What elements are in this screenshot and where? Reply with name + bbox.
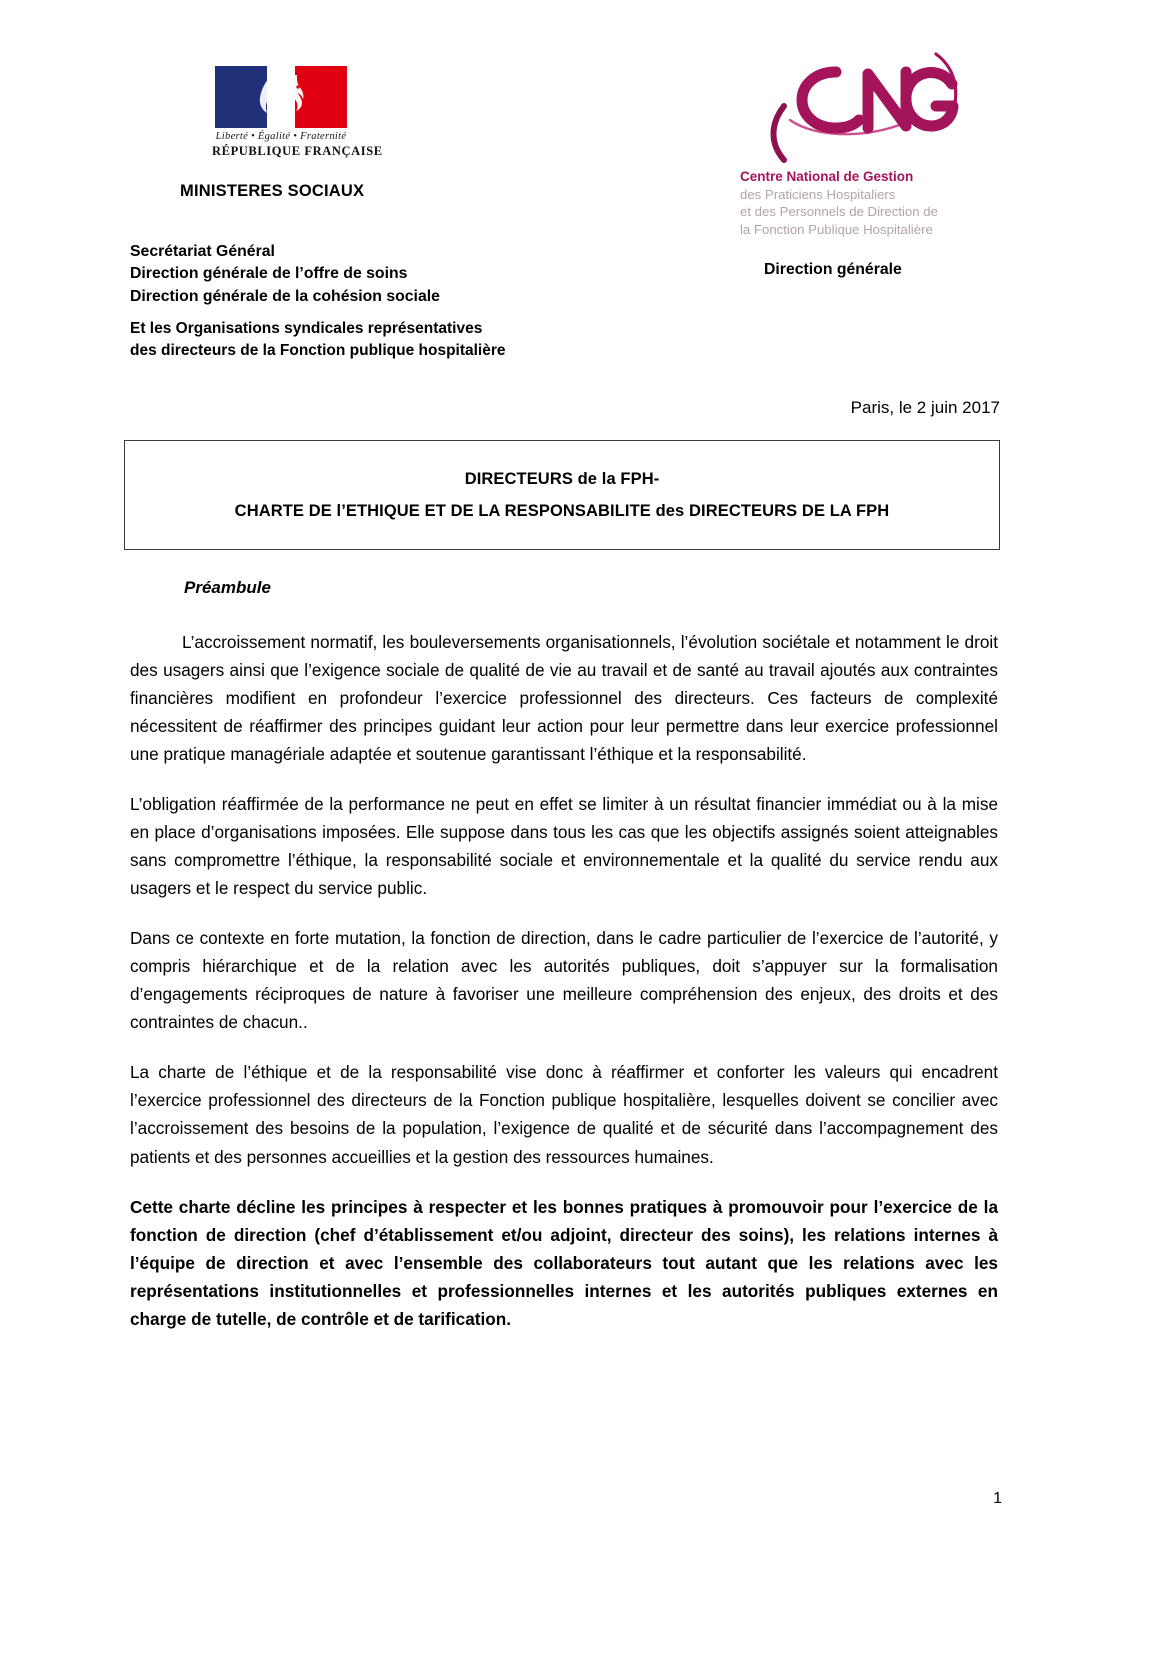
- republic-motto: Liberté • Égalité • Fraternité: [215, 131, 347, 142]
- direction-generale-label: Direction générale: [764, 261, 902, 278]
- recipient-address-block: [130, 318, 506, 362]
- paragraph: L’obligation réaffirmée de la performance ne peut en effet se limiter à un résultat financier immédiat ou à la mise en place d’organisations imposées. Elle suppose dans tous les cas que les objectifs assignés soient atteignables sans compromettre l’éthique, la responsabilité sociale et environnementale et la qualité du service rendu aux usagers et le respect du service public.: [130, 794, 998, 899]
- recipient-line-1: Et les Organisations syndicales représentatives: [130, 320, 483, 337]
- cng-logo: [740, 48, 990, 238]
- paragraph: La charte de l’éthique et de la responsabilité vise donc à réaffirmer et conforter les valeurs qui encadrent l’exercice professionnel des directeurs de la Fonction publique hospitalière, lesquelles doivent se concilier avec l’accroissement des besoins de la population, l’exigence de qualité et de sécurité dans l’accompagnement des patients et des personnes accueillies et la gestion des ressources humaines.: [130, 1062, 998, 1167]
- paragraph: Cette charte décline les principes à respecter et les bonnes pratiques à promouvoir pour l’exercice de la fonction de direction (chef d’établissement et/ou adjoint, directeur des soins), les relations internes à l’équipe de direction et avec l’ensemble des collaborateurs tout autant que les relations avec les représentations institutionnelles et professionnelles internes et les autorités publiques externes en charge de tutelle, de contrôle et de tarification.: [130, 1196, 998, 1329]
- sender-line-1: Secrétariat Général: [130, 243, 275, 260]
- section-heading-preambule: Préambule: [184, 578, 271, 597]
- republique-francaise-logo: [212, 66, 383, 159]
- document-title-line-2: CHARTE DE l’ETHIQUE ET DE LA RESPONSABILITE des DIRECTEURS DE LA FPH: [234, 502, 890, 520]
- sender-line-2: Direction générale de l’offre de soins: [130, 265, 408, 283]
- paragraph: L’accroissement normatif, les bouleversements organisationnels, l’évolution sociétale et notamment le droit des usagers ainsi que l’exigence sociale de qualité de vie au travail et de santé au travail ajoutés aux contraintes financières modifient en profondeur l’exercice professionnel des directeurs. Ces facteurs de complexité nécessitent de réaffirmer des principes guidant leur action pour leur permettre dans leur exercice professionnel une pratique managériale adaptée et soutenue garantissant l’éthique et la responsabilité.: [130, 632, 998, 765]
- document-title-line-1: DIRECTEURS de la FPH-: [464, 469, 660, 488]
- cng-logo-icon: [740, 48, 980, 166]
- paragraph: Dans ce contexte en forte mutation, la fonction de direction, dans le cadre particulier de l’exercice de l’autorité, y compris hiérarchique et de la relation avec les autorités publiques, doit s’appuyer sur la formalisation d’engagements réciproques de nature à favoriser une meilleure compréhension des enjeux, des droits et des contraintes de chacun..: [130, 928, 998, 1033]
- cng-subtitle-line-1: Centre National de Gestion: [740, 169, 914, 184]
- document-body: [130, 628, 998, 1355]
- cng-subtitle-line-3: et des Personnels de Direction de: [740, 204, 938, 220]
- page-number: 1: [993, 1490, 1002, 1507]
- republic-name: RÉPUBLIQUE FRANÇAISE: [212, 144, 383, 158]
- sender-address-block: [130, 241, 440, 308]
- sender-line-3: Direction générale de la cohésion sociale: [130, 287, 440, 305]
- document-title-box: [124, 440, 1000, 550]
- cng-subtitle-line-2: des Praticiens Hospitaliers: [740, 186, 896, 202]
- cng-subtitle: [740, 168, 990, 238]
- ministeres-sociaux-heading: MINISTERES SOCIAUX: [180, 182, 365, 200]
- cng-subtitle-line-4: la Fonction Publique Hospitalière: [740, 221, 933, 237]
- marianne-profile-icon: [241, 72, 323, 124]
- marianne-flag-icon: [215, 66, 347, 128]
- recipient-line-2: des directeurs de la Fonction publique hospitalière: [130, 342, 506, 359]
- dateline: Paris, le 2 juin 2017: [850, 398, 1000, 417]
